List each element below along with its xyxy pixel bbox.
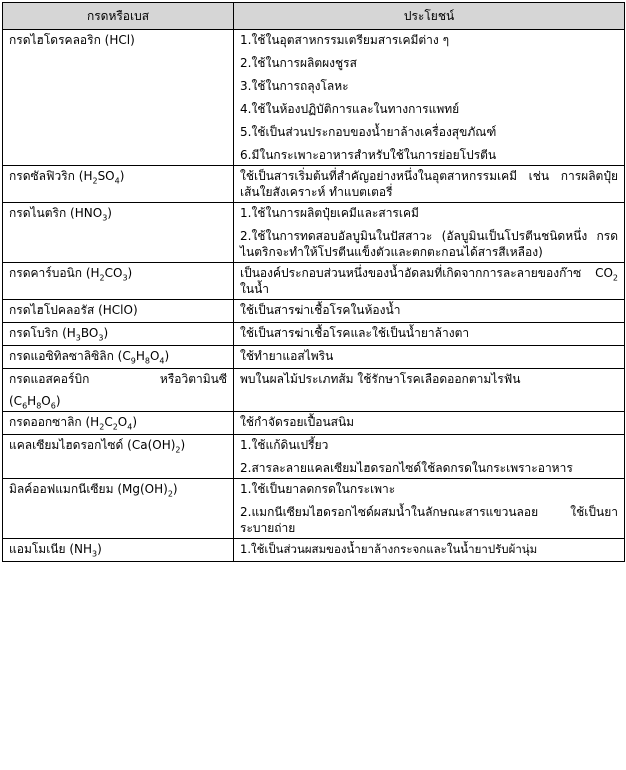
use-item: 3.ใช้ในการถลุงโลหะ bbox=[240, 79, 349, 93]
table-row bbox=[3, 346, 625, 369]
table-header-row bbox=[3, 3, 625, 30]
acid-uses bbox=[234, 412, 625, 435]
use-item: ใช้เป็นสารฆ่าเชื้อโรคและใช้เป็นน้ำยาล้างตา bbox=[240, 326, 470, 340]
table-row bbox=[3, 300, 625, 323]
acid-name: กรดโบริก $(H_3BO_3)$ bbox=[3, 323, 234, 346]
use-item: 2.สารละลายแคลเซียมไฮดรอกไซด์ใช้ลดกรดในกระเพราะอาหาร bbox=[240, 461, 573, 475]
use-item: 2.ใช้ในการทดสอบอัลบูมินในปัสสาวะ (อัลบูมินเป็นโปรตีนชนิดหนึ่ง กรดไนตริกจะทำให้โปรตีนแข็งตัวและตกตะกอนได้สารสีเหลือง) bbox=[240, 229, 618, 259]
acid-uses bbox=[234, 369, 625, 412]
header-acid-base: กรดหรือเบส bbox=[3, 3, 234, 30]
acid-name: กรดซัลฟิวริก $(H_2SO_4)$ bbox=[3, 166, 234, 203]
acid-base-table bbox=[2, 2, 625, 562]
acid-uses bbox=[234, 300, 625, 323]
table-row bbox=[3, 166, 625, 203]
table-row bbox=[3, 369, 625, 412]
use-item: 6.มีในกระเพาะอาหารสำหรับใช้ในการย่อยโปรตีน bbox=[240, 148, 497, 162]
use-item: ใช้เป็นสารฆ่าเชื้อโรคในห้องน้ำ bbox=[240, 303, 401, 317]
acid-name: แอมโมเนีย $(NH_3)$ bbox=[3, 539, 234, 562]
acid-uses bbox=[234, 203, 625, 263]
table-row bbox=[3, 263, 625, 300]
use-item: 1.ใช้เป็นส่วนผสมของน้ำยาล้างกระจกและในน้ำยาปรับผ้านุ่ม bbox=[240, 542, 538, 556]
table-row bbox=[3, 479, 625, 539]
use-item: 1.ใช้เป็นยาลดกรดในกระเพาะ bbox=[240, 482, 396, 496]
acid-name: กรดแอสคอร์บิก หรือวิตามินซี $(C_6H_8O_6)$ bbox=[3, 369, 234, 412]
table-row bbox=[3, 539, 625, 562]
acid-name: แคลเซียมไฮดรอกไซด์ $(Ca(OH)_2)$ bbox=[3, 435, 234, 479]
acid-name: กรดไฮโปคลอรัส (HClO) bbox=[3, 300, 234, 323]
acid-name: กรดคาร์บอนิก $(H_2CO_3)$ bbox=[3, 263, 234, 300]
table-row bbox=[3, 203, 625, 263]
acid-uses bbox=[234, 323, 625, 346]
table-row bbox=[3, 435, 625, 479]
acid-name: กรดออกซาลิก $(H_2C_2O_4)$ bbox=[3, 412, 234, 435]
table-row bbox=[3, 323, 625, 346]
acid-name: กรดไฮโดรคลอริก (HCl) bbox=[3, 30, 234, 166]
use-item: 2.ใช้ในการผลิตผงชูรส bbox=[240, 56, 357, 70]
table-row bbox=[3, 30, 625, 166]
acid-uses bbox=[234, 479, 625, 539]
acid-name: กรดไนตริก $(HNO_3)$ bbox=[3, 203, 234, 263]
use-item: 1.ใช้ในอุตสาหกรรมเตรียมสารเคมีต่าง ๆ bbox=[240, 33, 450, 47]
acid-name: มิลค์ออฟแมกนีเซียม $(Mg(OH)_2)$ bbox=[3, 479, 234, 539]
use-item: พบในผลไม้ประเภทส้ม ใช้รักษาโรคเลือดออกตามไรฟัน bbox=[240, 372, 521, 386]
table-row bbox=[3, 412, 625, 435]
use-item: ใช้กำจัดรอยเปื้อนสนิม bbox=[240, 415, 355, 429]
acid-uses bbox=[234, 30, 625, 166]
acid-uses bbox=[234, 346, 625, 369]
acid-uses bbox=[234, 539, 625, 562]
use-item: 1.ใช้ในการผลิตปุ๋ยเคมีและสารเคมี bbox=[240, 206, 419, 220]
use-item: 2.แมกนีเซียมไฮดรอกไซด์ผสมน้ำในลักษณะสารแขวนลอย ใช้เป็นยาระบายถ่าย bbox=[240, 505, 618, 535]
use-item: ใช้ทำยาแอสไพริน bbox=[240, 349, 334, 363]
use-item: เป็นองค์ประกอบส่วนหนึ่งของน้ำอัดลมที่เกิดจากการละลายของก๊าซ $CO_2$ ในน้ำ bbox=[240, 266, 618, 296]
acid-uses bbox=[234, 263, 625, 300]
use-item: 1.ใช้แก้ดินเปรี้ยว bbox=[240, 438, 329, 452]
acid-uses bbox=[234, 166, 625, 203]
acid-name: กรดแอซิทิลซาลิซิลิก $(C_9H_8O_4)$ bbox=[3, 346, 234, 369]
header-uses: ประโยชน์ bbox=[234, 3, 625, 30]
use-item: 5.ใช้เป็นส่วนประกอบของน้ำยาล้างเครื่องสุขภัณฑ์ bbox=[240, 125, 497, 139]
use-item: ใช้เป็นสารเริ่มต้นที่สำคัญอย่างหนึ่งในอุตสาหกรรมเคมี เช่น การผลิตปุ๋ย เส้นใยสังเคราะห์ ทำแบตเตอรี่ bbox=[240, 169, 618, 199]
use-item: 4.ใช้ในห้องปฏิบัติการและในทางการแพทย์ bbox=[240, 102, 460, 116]
acid-uses bbox=[234, 435, 625, 479]
